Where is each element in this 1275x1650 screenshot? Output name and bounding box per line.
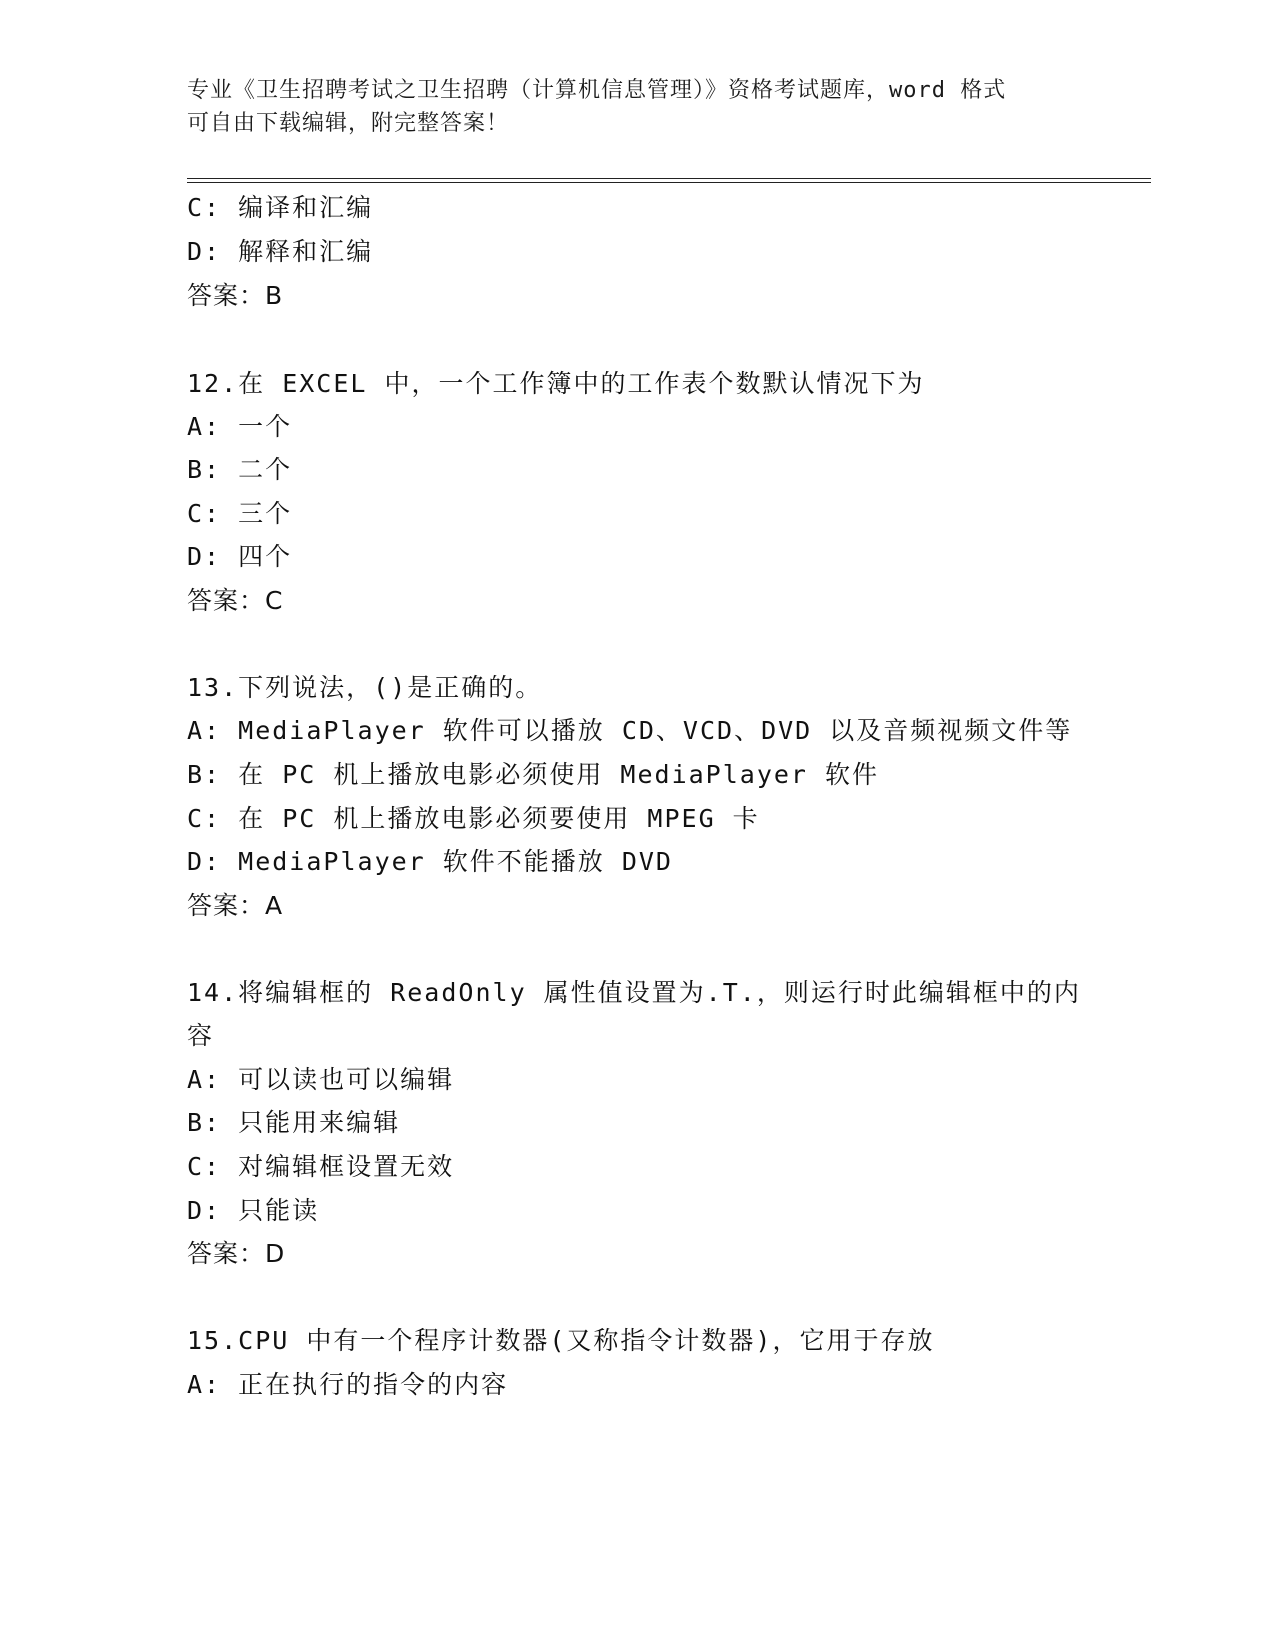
q13-option-a: A: MediaPlayer 软件可以播放 CD、VCD、DVD 以及音频视频文件等 [187, 716, 1073, 745]
q13-option-b: B: 在 PC 机上播放电影必须使用 MediaPlayer 软件 [187, 760, 880, 789]
q14-option-a: A: 可以读也可以编辑 [187, 1065, 455, 1094]
q15-option-a: A: 正在执行的指令的内容 [187, 1370, 509, 1399]
q12-answer: 答案：C [187, 586, 284, 615]
header-line-2: 可自由下载编辑，附完整答案！ [187, 111, 510, 136]
q12-option-a: A: 一个 [187, 412, 293, 441]
q11-option-c: C: 编译和汇编 [187, 193, 374, 222]
q13-question: 13.下列说法，()是正确的。 [187, 673, 543, 702]
q14-option-d: D: 只能读 [187, 1196, 320, 1225]
q12-option-d: D: 四个 [187, 542, 293, 571]
header-divider-bottom [187, 182, 1151, 183]
header-divider-top [187, 178, 1151, 179]
header-line-1: 专业《卫生招聘考试之卫生招聘（计算机信息管理）》资格考试题库，word 格式 [187, 78, 1007, 103]
q12-option-b: B: 二个 [187, 455, 293, 484]
q13-option-d: D: MediaPlayer 软件不能播放 DVD [187, 847, 673, 876]
q15-question: 15.CPU 中有一个程序计数器(又称指令计数器)，它用于存放 [187, 1326, 935, 1355]
q11-option-d: D: 解释和汇编 [187, 237, 374, 266]
q14-question-line-2: 容 [187, 1021, 215, 1050]
q14-option-b: B: 只能用来编辑 [187, 1108, 401, 1137]
q14-question-line-1: 14.将编辑框的 ReadOnly 属性值设置为.T.，则运行时此编辑框中的内 [187, 978, 1081, 1007]
q14-option-c: C: 对编辑框设置无效 [187, 1152, 455, 1181]
q13-option-c: C: 在 PC 机上播放电影必须要使用 MPEG 卡 [187, 804, 760, 833]
q12-option-c: C: 三个 [187, 499, 293, 528]
q11-answer: 答案：B [187, 281, 284, 310]
document-header [187, 74, 1087, 140]
q13-answer: 答案：A [187, 891, 284, 920]
q14-answer: 答案：D [187, 1239, 286, 1268]
q12-question: 12.在 EXCEL 中，一个工作簿中的工作表个数默认情况下为 [187, 369, 925, 398]
